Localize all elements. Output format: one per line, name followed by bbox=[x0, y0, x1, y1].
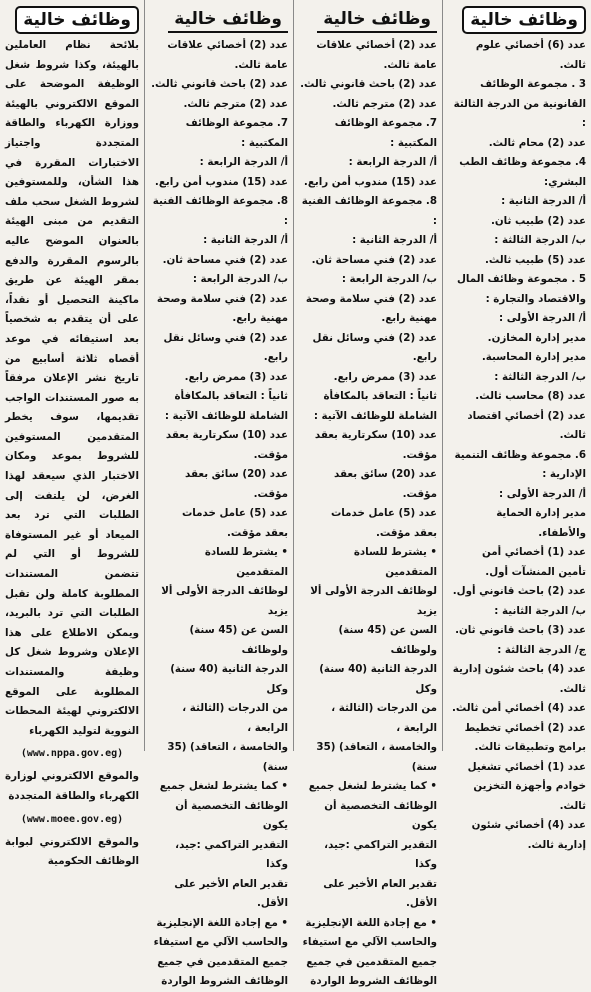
job-line: • يشترط للسادة المتقدمين bbox=[353, 546, 437, 578]
job-line: عدد (4) أخصائي أمن ثالث. bbox=[451, 702, 586, 714]
job-line: ب/ الدرجة الثانية : bbox=[494, 604, 586, 617]
job-line: عدد (2) باحث قانوني ثالث. bbox=[300, 78, 437, 90]
job-line: عدد (10) سكرتارية بعقد مؤقت. bbox=[165, 429, 288, 461]
column-divider bbox=[293, 0, 294, 751]
job-line: أ/ الدرجة الأولى : bbox=[499, 487, 586, 500]
job-line: عدد (4) باحث شئون إدارية bbox=[452, 663, 586, 675]
moee-url-link[interactable]: (www.moee.gov.eg) bbox=[20, 813, 124, 825]
job-line: والحاسب الآلي مع استيفاء bbox=[153, 936, 288, 948]
job-line: عدد (1) أخصائي تشغيل bbox=[467, 760, 586, 773]
job-line: عدد (2) باحث قانوني أول. bbox=[452, 585, 586, 597]
job-line: عدد (2) طبيب ثان. bbox=[490, 214, 586, 227]
job-line: عدد (3) ممرض رابع. bbox=[333, 370, 437, 383]
job-line: 7. مجموعة الوظائف المكتبية : bbox=[334, 117, 437, 149]
job-line: عدد (5) عامل خدمات bbox=[330, 507, 437, 519]
column-divider bbox=[144, 0, 145, 751]
column-3-header: وظائف خالية bbox=[168, 7, 288, 33]
job-line: عدد (20) سائق بعقد مؤقت. bbox=[185, 468, 288, 500]
job-line: عدد (5) عامل خدمات bbox=[181, 507, 288, 519]
job-line: جميع المتقدمين في جميع bbox=[306, 955, 437, 968]
job-line: ج/ الدرجة الثالثة : bbox=[497, 643, 586, 656]
job-line: عدد (15) مندوب أمن رابع. bbox=[303, 175, 437, 188]
job-line: عدد (3) باحث قانوني ثان. bbox=[455, 624, 586, 636]
job-line: عدد (2) فني سلامة وصحة bbox=[305, 292, 437, 305]
job-line: والخامسة ، التعاقد) (35 سنة) bbox=[167, 741, 288, 773]
job-line: أ/ الدرجة الرابعة : bbox=[199, 156, 288, 168]
job-line: 3 . مجموعة الوظائف bbox=[480, 78, 586, 90]
column-3 bbox=[147, 0, 292, 987]
job-line: • كما يشترط لشغل جميع bbox=[159, 780, 288, 792]
job-line: الشاملة للوظائف الآتية : bbox=[313, 409, 437, 422]
job-line: عامة ثالث. bbox=[234, 58, 288, 71]
job-line: • مع إجادة اللغة الإنجليزية bbox=[156, 916, 288, 929]
job-line: 7. مجموعة الوظائف المكتبية : bbox=[185, 117, 288, 149]
job-line: بعقد مؤقت. bbox=[226, 526, 288, 539]
job-line: أ/ الدرجة الثانية : bbox=[501, 195, 586, 207]
job-line: 8. مجموعة الوظائف الفنية : bbox=[301, 195, 437, 227]
column-4-paragraph-top: بلائحة نظام العاملين بالهيئة، وكذا شروط شغل الوظيفة الموضحة على الموقع الالكتروني بالهيئة ووزارة الكهرباء والطاقة المتجددة واجتياز الاختبارات المقررة في هذا الشأن، وللمستوفين لشروط الشغل سحب ملف التقديم من مبنى الهيئة بالعنوان الموضح عاليه بالرسوم المقررة والدفع بمقر الهيئة عن طريق ماكينة التحصيل أو نقداً، على أن يتقدم به شخصياً بعد استيفائه في موعد أقصاه ثلاثة أسابيع من تاريخ نشر الإعلان مرفقاً به صور المستندات الواجب تقديمها، سوف يخطر المتقدمين المستوفين للشروط بموعد ومكان الاختبار الذي سيعقد لهذا الغرض، لن يلتفت إلى الطلبات التي ترد بعد الميعاد أو غير المستوفاة للشروط أو التي لم تتضمن المستندات المطلوبة كاملة ولن تقبل الطلبات التي ترد بالبريد، ويمكن الاطلاع على هذا الإعلان وشروط شغل كل وظيفة والمستندات المطلوبة على الموقع الالكتروني لهيئة المحطات النووية لتوليد الكهرباء bbox=[5, 39, 139, 737]
column-1-header: وظائف خالية bbox=[462, 6, 586, 34]
job-line: والخامسة ، التعاقد) (35 سنة) bbox=[316, 741, 437, 773]
job-line: الدرجة الثانية (40 سنة) وكل bbox=[170, 663, 288, 695]
job-line: بعقد مؤقت. bbox=[375, 526, 437, 539]
column-4-header: وظائف خالية bbox=[15, 6, 139, 34]
job-line: أ/ الدرجة الثانية : bbox=[352, 234, 437, 246]
nppa-url-link[interactable]: (www.nppa.gov.eg) bbox=[20, 748, 124, 760]
column-2-header: وظائف خالية bbox=[317, 7, 437, 33]
job-line: عدد (2) فني سلامة وصحة bbox=[156, 292, 288, 305]
job-line: أ/ الدرجة الرابعة : bbox=[348, 156, 437, 168]
job-line: من الدرجات (الثالثة ، الرابعة ، bbox=[331, 702, 437, 734]
job-line: ب/ الدرجة الرابعة : bbox=[341, 273, 437, 285]
job-line: مدير إدارة المحاسبة. bbox=[481, 351, 586, 363]
job-line: عدد (2) مترجم ثالث. bbox=[183, 97, 288, 110]
job-line: عدد (1) أخصائي أمن bbox=[481, 546, 586, 558]
column-2 bbox=[295, 0, 441, 987]
job-line: التقدير التراكمي :جيد، وكذا bbox=[324, 838, 437, 870]
job-line: السن عن (45 سنة) ولوظائف bbox=[189, 624, 288, 656]
job-line: 4. مجموعة وظائف الطب البشري: bbox=[459, 156, 586, 188]
job-line: عدد (10) سكرتارية بعقد مؤقت. bbox=[314, 429, 437, 461]
job-line: من الدرجات (الثالثة ، الرابعة ، bbox=[182, 702, 288, 734]
job-line: عدد (2) باحث قانوني ثالث. bbox=[151, 78, 288, 90]
job-line: عدد (15) مندوب أمن رابع. bbox=[154, 175, 288, 188]
job-line: الدرجة الثانية (40 سنة) وكل bbox=[319, 663, 437, 695]
job-line: عدد (4) أخصائي شئون bbox=[471, 819, 586, 831]
column-4 bbox=[1, 0, 143, 868]
column-1 bbox=[445, 0, 590, 851]
job-line: عدد (8) محاسب ثالث. bbox=[475, 390, 586, 402]
job-line: ب/ الدرجة الثالثة : bbox=[494, 370, 586, 383]
job-line: عدد (2) مترجم ثالث. bbox=[332, 97, 437, 110]
job-line: عدد (2) فني مساحة ثان. bbox=[162, 253, 288, 266]
job-line: عدد (2) فني وسائل نقل رابع. bbox=[312, 331, 437, 363]
column-4-paragraph-mid: والموقع الالكتروني لوزارة الكهرباء والطاقة المتجددة bbox=[5, 770, 139, 802]
column-divider bbox=[442, 0, 443, 751]
job-line: ثانياً : التعاقد بالمكافأة bbox=[174, 390, 288, 402]
job-line: مدير إدارة الحماية والأطفاء. bbox=[496, 507, 586, 539]
job-line: 8. مجموعة الوظائف الفنية : bbox=[152, 195, 288, 227]
job-line: عامة ثالث. bbox=[383, 58, 437, 71]
job-line: لوظائف الدرجة الأولى ألا يزيد bbox=[161, 585, 288, 617]
job-line: ب/ الدرجة الثالثة : bbox=[494, 234, 586, 246]
job-line: أ/ الدرجة الثانية : bbox=[203, 234, 288, 246]
job-line: عدد (3) ممرض رابع. bbox=[184, 370, 288, 383]
job-line: أ/ الدرجة الأولى : bbox=[499, 312, 586, 324]
job-line: عدد (2) محام ثالث. bbox=[488, 136, 586, 149]
job-line: عدد (2) فني مساحة ثان. bbox=[311, 253, 437, 266]
job-line: جميع المتقدمين في جميع bbox=[157, 955, 288, 968]
job-line: ثانياً : التعاقد بالمكافأة bbox=[323, 390, 437, 402]
job-line: لوظائف الدرجة الأولى ألا يزيد bbox=[310, 585, 437, 617]
job-line: خوادم وأجهزة التخزين ثالث. bbox=[473, 780, 586, 812]
job-line: عدد (6) أخصائي علوم ثالث. bbox=[475, 39, 586, 71]
job-line: مدير إدارة المخازن. bbox=[487, 331, 586, 344]
job-line: عدد (5) طبيب ثالث. bbox=[484, 253, 586, 266]
job-line: الوظائف الشروط الواردة bbox=[310, 975, 437, 987]
job-line: مهنية رابع. bbox=[232, 312, 288, 324]
job-line: إدارية ثالث. bbox=[527, 838, 586, 851]
job-line: • مع إجادة اللغة الإنجليزية bbox=[305, 916, 437, 929]
job-line: الوظائف الشروط الواردة bbox=[161, 975, 288, 987]
job-line: تقدير العام الأخير على الأقل. bbox=[174, 877, 288, 909]
job-line: والاقتصاد والتجارة : bbox=[485, 292, 586, 305]
job-line: تقدير العام الأخير على الأقل. bbox=[323, 877, 437, 909]
job-line: عدد (2) أخصائي علاقات bbox=[167, 39, 288, 51]
column-1-lines bbox=[449, 36, 586, 855]
job-line: عدد (2) فني وسائل نقل رابع. bbox=[163, 331, 288, 363]
column-2-lines bbox=[299, 36, 437, 992]
job-line: 5 . مجموعة وظائف المال bbox=[456, 273, 586, 285]
job-line: • يشترط للسادة المتقدمين bbox=[204, 546, 288, 578]
column-3-lines bbox=[151, 36, 288, 992]
job-line: ثالث. bbox=[559, 682, 586, 695]
job-line: ب/ الدرجة الرابعة : bbox=[192, 273, 288, 285]
job-line: التقدير التراكمي :جيد، وكذا bbox=[175, 838, 288, 870]
job-line: عدد (2) أخصائي اقتصاد ثالث. bbox=[467, 409, 586, 441]
job-line: القانونية من الدرجة الثالثة : bbox=[453, 97, 586, 129]
job-line: الوظائف التخصصية أن يكون bbox=[324, 799, 437, 831]
job-line: الشاملة للوظائف الآتية : bbox=[164, 409, 288, 422]
job-line: تأمين المنشآت أول. bbox=[485, 565, 586, 578]
job-line: برامج وتطبيقات ثالث. bbox=[474, 741, 586, 753]
job-line: 6. مجموعة وظائف التنمية الإدارية : bbox=[454, 448, 586, 480]
job-line: الوظائف التخصصية أن يكون bbox=[175, 799, 288, 831]
job-line: عدد (2) أخصائي علاقات bbox=[316, 39, 437, 51]
job-line: عدد (20) سائق بعقد مؤقت. bbox=[334, 468, 437, 500]
job-line: مهنية رابع. bbox=[381, 312, 437, 324]
job-line: عدد (2) أخصائي تخطيط bbox=[464, 721, 586, 734]
job-line: • كما يشترط لشغل جميع bbox=[308, 780, 437, 792]
job-line: السن عن (45 سنة) ولوظائف bbox=[338, 624, 437, 656]
column-4-paragraph-end: والموقع الالكتروني لبوابة الوظائف الحكومية bbox=[5, 835, 139, 868]
job-line: والحاسب الآلي مع استيفاء bbox=[302, 936, 437, 948]
